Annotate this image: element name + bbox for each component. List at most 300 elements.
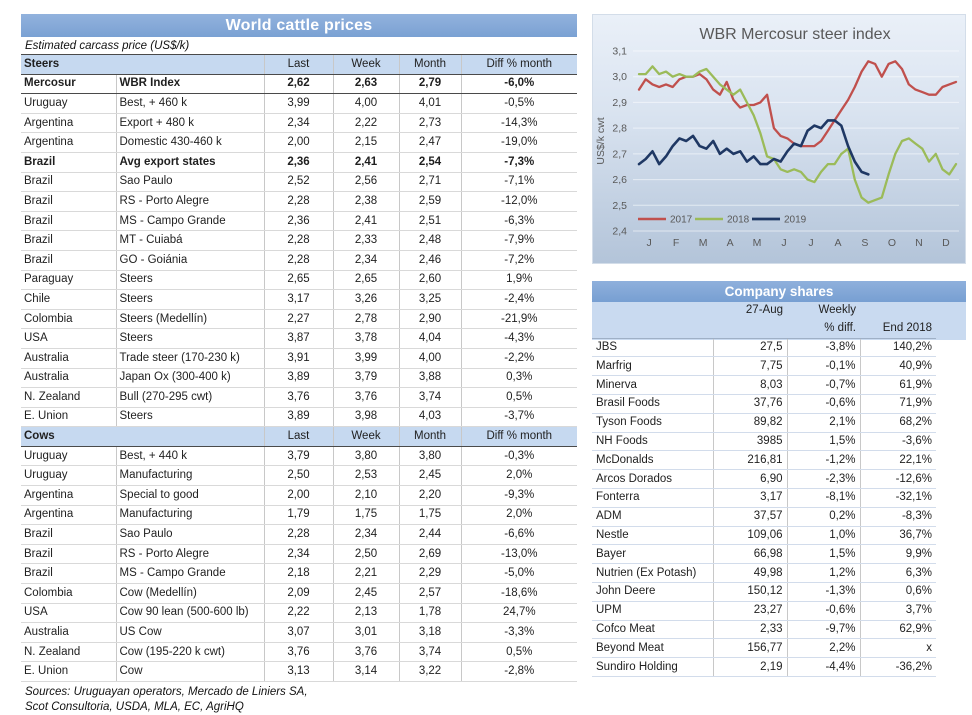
cell-country: Brazil xyxy=(21,525,116,545)
price-row xyxy=(21,152,577,172)
cell-diff: -21,9% xyxy=(461,309,577,329)
cell-description: Manufacturing xyxy=(116,505,264,525)
cell-company: Tyson Foods xyxy=(592,413,713,432)
column-header: Week xyxy=(333,55,399,75)
company-row xyxy=(592,582,936,601)
cell-diff: 0,3% xyxy=(461,368,577,388)
cell-price: 3985 xyxy=(713,432,787,451)
cell-company: Bayer xyxy=(592,545,713,564)
company-row xyxy=(592,432,936,451)
cell-end-2018: x xyxy=(860,639,936,658)
cell-end-2018: 40,9% xyxy=(860,357,936,376)
cell-country: E. Union xyxy=(21,407,116,427)
cell-company: John Deere xyxy=(592,582,713,601)
cell-company: Arcos Dorados xyxy=(592,470,713,489)
cell-week: 4,00 xyxy=(333,94,399,114)
svg-text:2017: 2017 xyxy=(670,214,693,226)
cell-last: 3,79 xyxy=(264,446,333,466)
cell-country: N. Zealand xyxy=(21,642,116,662)
cell-end-2018: 22,1% xyxy=(860,451,936,470)
cell-week: 2,34 xyxy=(333,525,399,545)
sources-note xyxy=(21,682,577,715)
cell-diff: -9,3% xyxy=(461,486,577,506)
cell-diff: -6,0% xyxy=(461,74,577,94)
cell-last: 3,17 xyxy=(264,290,333,310)
cell-month: 2,44 xyxy=(399,525,461,545)
cell-company: NH Foods xyxy=(592,432,713,451)
column-header: Diff % month xyxy=(461,427,577,447)
column-header: Week xyxy=(333,427,399,447)
cell-month: 2,57 xyxy=(399,584,461,604)
cell-month: 1,78 xyxy=(399,603,461,623)
cell-end-2018: 6,3% xyxy=(860,564,936,583)
svg-text:F: F xyxy=(672,237,680,249)
company-row xyxy=(592,639,936,658)
svg-text:3,0: 3,0 xyxy=(612,71,627,84)
cell-week: 3,76 xyxy=(333,388,399,408)
price-row xyxy=(21,348,577,368)
cell-diff: -14,3% xyxy=(461,113,577,133)
cell-price: 109,06 xyxy=(713,526,787,545)
cell-diff: -7,3% xyxy=(461,152,577,172)
cell-weekly-diff: -0,6% xyxy=(787,601,860,620)
sources-line-1: Sources: Uruguayan operators, Mercado de Liniers SA, xyxy=(25,686,308,698)
chart-legend xyxy=(638,215,807,226)
price-row xyxy=(21,603,577,623)
price-row xyxy=(21,505,577,525)
cell-month: 4,03 xyxy=(399,407,461,427)
empty-cell xyxy=(860,302,936,320)
cell-country: Brazil xyxy=(21,152,116,172)
cell-month: 2,46 xyxy=(399,250,461,270)
cell-end-2018: 62,9% xyxy=(860,620,936,639)
cell-diff: 0,5% xyxy=(461,388,577,408)
cell-price: 37,57 xyxy=(713,507,787,526)
cell-week: 3,78 xyxy=(333,329,399,349)
cell-company: Nestle xyxy=(592,526,713,545)
cell-price: 49,98 xyxy=(713,564,787,583)
cell-price: 23,27 xyxy=(713,601,787,620)
cell-description: Japan Ox (300-400 k) xyxy=(116,368,264,388)
steer-index-chart-svg xyxy=(593,15,965,263)
cell-week: 2,10 xyxy=(333,486,399,506)
cell-month: 3,25 xyxy=(399,290,461,310)
cell-end-2018: -32,1% xyxy=(860,488,936,507)
cell-description: Best, + 440 k xyxy=(116,446,264,466)
cell-end-2018: 68,2% xyxy=(860,413,936,432)
cell-company: Nutrien (Ex Potash) xyxy=(592,564,713,583)
price-row xyxy=(21,172,577,192)
date-column-header: 27-Aug xyxy=(713,302,787,320)
price-row xyxy=(21,290,577,310)
cell-week: 3,80 xyxy=(333,446,399,466)
company-shares-title: Company shares xyxy=(592,281,966,302)
cell-description: Steers xyxy=(116,270,264,290)
cell-month: 2,20 xyxy=(399,486,461,506)
cell-month: 3,88 xyxy=(399,368,461,388)
svg-text:2,4: 2,4 xyxy=(612,225,627,238)
svg-text:D: D xyxy=(942,237,950,249)
cell-country: Brazil xyxy=(21,211,116,231)
price-row xyxy=(21,544,577,564)
cell-month: 2,90 xyxy=(399,309,461,329)
cell-diff: -13,0% xyxy=(461,544,577,564)
cell-last: 2,28 xyxy=(264,250,333,270)
cell-price: 8,03 xyxy=(713,376,787,395)
cell-weekly-diff: 1,5% xyxy=(787,545,860,564)
cell-diff: -3,3% xyxy=(461,623,577,643)
column-header: Month xyxy=(399,427,461,447)
cell-country: Paraguay xyxy=(21,270,116,290)
cell-description: Cow (195-220 k cwt) xyxy=(116,642,264,662)
cell-price: 66,98 xyxy=(713,545,787,564)
cell-country: E. Union xyxy=(21,662,116,682)
cell-last: 3,76 xyxy=(264,388,333,408)
cell-description: Avg export states xyxy=(116,152,264,172)
cell-price: 2,33 xyxy=(713,620,787,639)
price-row xyxy=(21,525,577,545)
cell-end-2018: -12,6% xyxy=(860,470,936,489)
cell-description: Steers (Medellín) xyxy=(116,309,264,329)
cell-diff: 0,5% xyxy=(461,642,577,662)
section-label: Steers xyxy=(21,55,264,75)
cell-last: 2,52 xyxy=(264,172,333,192)
cell-description: Steers xyxy=(116,290,264,310)
cell-diff: 2,0% xyxy=(461,466,577,486)
cell-week: 2,50 xyxy=(333,544,399,564)
cell-last: 2,00 xyxy=(264,133,333,153)
price-row xyxy=(21,584,577,604)
cell-description: Sao Paulo xyxy=(116,172,264,192)
price-row xyxy=(21,486,577,506)
svg-text:2,7: 2,7 xyxy=(612,148,627,161)
cell-description: Domestic 430-460 k xyxy=(116,133,264,153)
svg-text:2,6: 2,6 xyxy=(612,174,627,187)
cell-week: 2,33 xyxy=(333,231,399,251)
cell-description: GO - Goiánia xyxy=(116,250,264,270)
cell-description: US Cow xyxy=(116,623,264,643)
cell-last: 3,91 xyxy=(264,348,333,368)
cell-month: 4,04 xyxy=(399,329,461,349)
cell-month: 2,51 xyxy=(399,211,461,231)
company-row xyxy=(592,564,936,583)
cell-month: 3,22 xyxy=(399,662,461,682)
cell-weekly-diff: 1,0% xyxy=(787,526,860,545)
cell-description: Special to good xyxy=(116,486,264,506)
svg-text:J: J xyxy=(808,237,814,249)
cell-country: Australia xyxy=(21,348,116,368)
cell-price: 216,81 xyxy=(713,451,787,470)
cell-month: 4,01 xyxy=(399,94,461,114)
cell-country: Chile xyxy=(21,290,116,310)
cell-weekly-diff: -0,1% xyxy=(787,357,860,376)
cell-month: 2,69 xyxy=(399,544,461,564)
cell-price: 6,90 xyxy=(713,470,787,489)
cell-diff: 1,9% xyxy=(461,270,577,290)
price-row xyxy=(21,74,577,94)
cell-diff: 2,0% xyxy=(461,505,577,525)
cell-country: USA xyxy=(21,603,116,623)
cell-price: 150,12 xyxy=(713,582,787,601)
cell-company: JBS xyxy=(592,338,713,357)
company-row xyxy=(592,526,936,545)
cell-company: Brasil Foods xyxy=(592,394,713,413)
cell-company: Beyond Meat xyxy=(592,639,713,658)
cell-description: Best, + 460 k xyxy=(116,94,264,114)
cell-price: 89,82 xyxy=(713,413,787,432)
company-row xyxy=(592,488,936,507)
cell-month: 2,45 xyxy=(399,466,461,486)
company-row xyxy=(592,413,936,432)
price-row xyxy=(21,309,577,329)
cell-weekly-diff: 2,1% xyxy=(787,413,860,432)
cell-week: 3,01 xyxy=(333,623,399,643)
cell-last: 2,34 xyxy=(264,113,333,133)
column-header: Diff % month xyxy=(461,55,577,75)
sources-line-2: Scot Consultoria, USDA, MLA, EC, AgriHQ xyxy=(25,701,244,713)
cell-price: 27,5 xyxy=(713,338,787,357)
cell-month: 2,54 xyxy=(399,152,461,172)
cell-weekly-diff: -2,3% xyxy=(787,470,860,489)
company-row xyxy=(592,658,936,677)
cell-country: USA xyxy=(21,329,116,349)
cell-country: Brazil xyxy=(21,172,116,192)
cell-diff: -3,7% xyxy=(461,407,577,427)
svg-text:2,9: 2,9 xyxy=(612,96,627,109)
price-row xyxy=(21,329,577,349)
column-header: Month xyxy=(399,55,461,75)
price-row xyxy=(21,623,577,643)
cell-weekly-diff: 2,2% xyxy=(787,639,860,658)
y-axis-labels xyxy=(612,46,627,238)
price-row xyxy=(21,466,577,486)
cell-week: 2,53 xyxy=(333,466,399,486)
svg-text:J: J xyxy=(781,237,787,249)
svg-text:3,1: 3,1 xyxy=(612,45,627,58)
price-row xyxy=(21,94,577,114)
section-header-row xyxy=(21,427,577,447)
price-row xyxy=(21,113,577,133)
cell-description: WBR Index xyxy=(116,74,264,94)
cell-diff: -2,2% xyxy=(461,348,577,368)
cell-country: Brazil xyxy=(21,250,116,270)
cell-month: 1,75 xyxy=(399,505,461,525)
cell-month: 3,74 xyxy=(399,642,461,662)
cell-last: 2,34 xyxy=(264,544,333,564)
cell-description: MS - Campo Grande xyxy=(116,211,264,231)
svg-text:2019: 2019 xyxy=(784,214,807,226)
cell-week: 2,56 xyxy=(333,172,399,192)
cell-last: 2,28 xyxy=(264,525,333,545)
cell-weekly-diff: -0,7% xyxy=(787,376,860,395)
steer-index-chart xyxy=(592,14,966,264)
company-shares-table xyxy=(592,302,936,677)
cell-price: 37,76 xyxy=(713,394,787,413)
svg-text:O: O xyxy=(887,237,896,249)
cell-country: Brazil xyxy=(21,231,116,251)
cell-weekly-diff: 1,5% xyxy=(787,432,860,451)
cell-last: 2,28 xyxy=(264,192,333,212)
cell-country: Argentina xyxy=(21,133,116,153)
cell-week: 2,13 xyxy=(333,603,399,623)
price-row xyxy=(21,564,577,584)
cell-last: 1,79 xyxy=(264,505,333,525)
weekly-column-header: Weekly xyxy=(787,302,860,320)
cell-end-2018: 3,7% xyxy=(860,601,936,620)
cell-country: Uruguay xyxy=(21,466,116,486)
svg-text:A: A xyxy=(726,237,734,249)
cell-description: Steers xyxy=(116,329,264,349)
cell-price: 156,77 xyxy=(713,639,787,658)
cell-week: 2,15 xyxy=(333,133,399,153)
cell-description: Cow xyxy=(116,662,264,682)
cell-end-2018: -3,6% xyxy=(860,432,936,451)
cell-weekly-diff: -0,6% xyxy=(787,394,860,413)
company-row xyxy=(592,507,936,526)
price-row xyxy=(21,446,577,466)
cell-end-2018: 9,9% xyxy=(860,545,936,564)
company-row xyxy=(592,620,936,639)
price-row xyxy=(21,250,577,270)
cell-country: Australia xyxy=(21,368,116,388)
cell-price: 7,75 xyxy=(713,357,787,376)
cell-week: 2,63 xyxy=(333,74,399,94)
series-2018 xyxy=(639,66,956,202)
company-row xyxy=(592,376,936,395)
cell-company: UPM xyxy=(592,601,713,620)
cell-country: Australia xyxy=(21,623,116,643)
svg-text:J: J xyxy=(646,237,652,249)
section-header-row xyxy=(21,55,577,75)
company-row xyxy=(592,394,936,413)
cell-week: 2,38 xyxy=(333,192,399,212)
cell-company: Cofco Meat xyxy=(592,620,713,639)
cell-description: Export + 480 k xyxy=(116,113,264,133)
price-row xyxy=(21,270,577,290)
price-row xyxy=(21,133,577,153)
cell-last: 2,27 xyxy=(264,309,333,329)
empty-cell xyxy=(592,320,713,338)
cell-diff: -2,8% xyxy=(461,662,577,682)
cell-company: Marfrig xyxy=(592,357,713,376)
price-row xyxy=(21,642,577,662)
cell-month: 4,00 xyxy=(399,348,461,368)
cell-country: Colombia xyxy=(21,309,116,329)
cell-week: 3,99 xyxy=(333,348,399,368)
cell-month: 2,47 xyxy=(399,133,461,153)
cell-month: 3,80 xyxy=(399,446,461,466)
cell-week: 3,14 xyxy=(333,662,399,682)
cell-country: Uruguay xyxy=(21,446,116,466)
y-axis-title: US$/k cwt xyxy=(595,117,607,165)
cell-week: 3,98 xyxy=(333,407,399,427)
cell-week: 2,41 xyxy=(333,211,399,231)
section-label: Cows xyxy=(21,427,264,447)
company-row xyxy=(592,601,936,620)
cell-last: 2,22 xyxy=(264,603,333,623)
cell-last: 2,36 xyxy=(264,211,333,231)
svg-text:2,8: 2,8 xyxy=(612,122,627,135)
cell-weekly-diff: -4,4% xyxy=(787,658,860,677)
cell-week: 2,41 xyxy=(333,152,399,172)
svg-text:2,5: 2,5 xyxy=(612,199,627,212)
company-header-row-2 xyxy=(592,320,936,338)
cell-diff: 24,7% xyxy=(461,603,577,623)
cell-weekly-diff: -3,8% xyxy=(787,338,860,357)
cell-week: 2,78 xyxy=(333,309,399,329)
end-2018-column-header: End 2018 xyxy=(860,320,936,338)
svg-text:M: M xyxy=(752,237,762,249)
cell-diff: -6,6% xyxy=(461,525,577,545)
company-header-row-1 xyxy=(592,302,936,320)
cell-description: RS - Porto Alegre xyxy=(116,192,264,212)
cell-description: Trade steer (170-230 k) xyxy=(116,348,264,368)
cell-week: 2,21 xyxy=(333,564,399,584)
cell-week: 2,34 xyxy=(333,250,399,270)
cell-description: Manufacturing xyxy=(116,466,264,486)
cell-week: 2,45 xyxy=(333,584,399,604)
cell-weekly-diff: -1,3% xyxy=(787,582,860,601)
cell-week: 3,26 xyxy=(333,290,399,310)
cell-month: 2,29 xyxy=(399,564,461,584)
cell-country: Argentina xyxy=(21,113,116,133)
cell-diff: -4,3% xyxy=(461,329,577,349)
price-row xyxy=(21,388,577,408)
price-row xyxy=(21,231,577,251)
company-row xyxy=(592,357,936,376)
cell-company: McDonalds xyxy=(592,451,713,470)
pct-diff-column-header: % diff. xyxy=(787,320,860,338)
cell-month: 2,60 xyxy=(399,270,461,290)
cell-description: Cow 90 lean (500-600 lb) xyxy=(116,603,264,623)
svg-text:S: S xyxy=(861,237,869,249)
cell-month: 2,79 xyxy=(399,74,461,94)
cell-last: 3,07 xyxy=(264,623,333,643)
cell-diff: -0,3% xyxy=(461,446,577,466)
cell-end-2018: 61,9% xyxy=(860,376,936,395)
cell-weekly-diff: 0,2% xyxy=(787,507,860,526)
cell-end-2018: 71,9% xyxy=(860,394,936,413)
cell-last: 3,76 xyxy=(264,642,333,662)
cell-last: 3,13 xyxy=(264,662,333,682)
svg-text:M: M xyxy=(698,237,708,249)
price-row xyxy=(21,192,577,212)
cell-end-2018: 0,6% xyxy=(860,582,936,601)
cell-week: 2,65 xyxy=(333,270,399,290)
cell-week: 2,22 xyxy=(333,113,399,133)
cell-weekly-diff: -1,2% xyxy=(787,451,860,470)
company-row xyxy=(592,338,936,357)
svg-text:N: N xyxy=(915,237,923,249)
cell-country: Brazil xyxy=(21,564,116,584)
cell-week: 1,75 xyxy=(333,505,399,525)
world-cattle-prices-section xyxy=(21,14,577,715)
cell-month: 3,18 xyxy=(399,623,461,643)
svg-text:A: A xyxy=(834,237,842,249)
cell-month: 3,74 xyxy=(399,388,461,408)
cell-description: Sao Paulo xyxy=(116,525,264,545)
cell-description: Cow (Medellín) xyxy=(116,584,264,604)
empty-cell xyxy=(713,320,787,338)
cell-diff: -2,4% xyxy=(461,290,577,310)
chart-title: WBR Mercosur steer index xyxy=(699,26,891,43)
cell-last: 3,87 xyxy=(264,329,333,349)
column-header: Last xyxy=(264,55,333,75)
cell-country: Mercosur xyxy=(21,74,116,94)
cell-country: Argentina xyxy=(21,505,116,525)
cell-last: 2,18 xyxy=(264,564,333,584)
cell-month: 2,48 xyxy=(399,231,461,251)
